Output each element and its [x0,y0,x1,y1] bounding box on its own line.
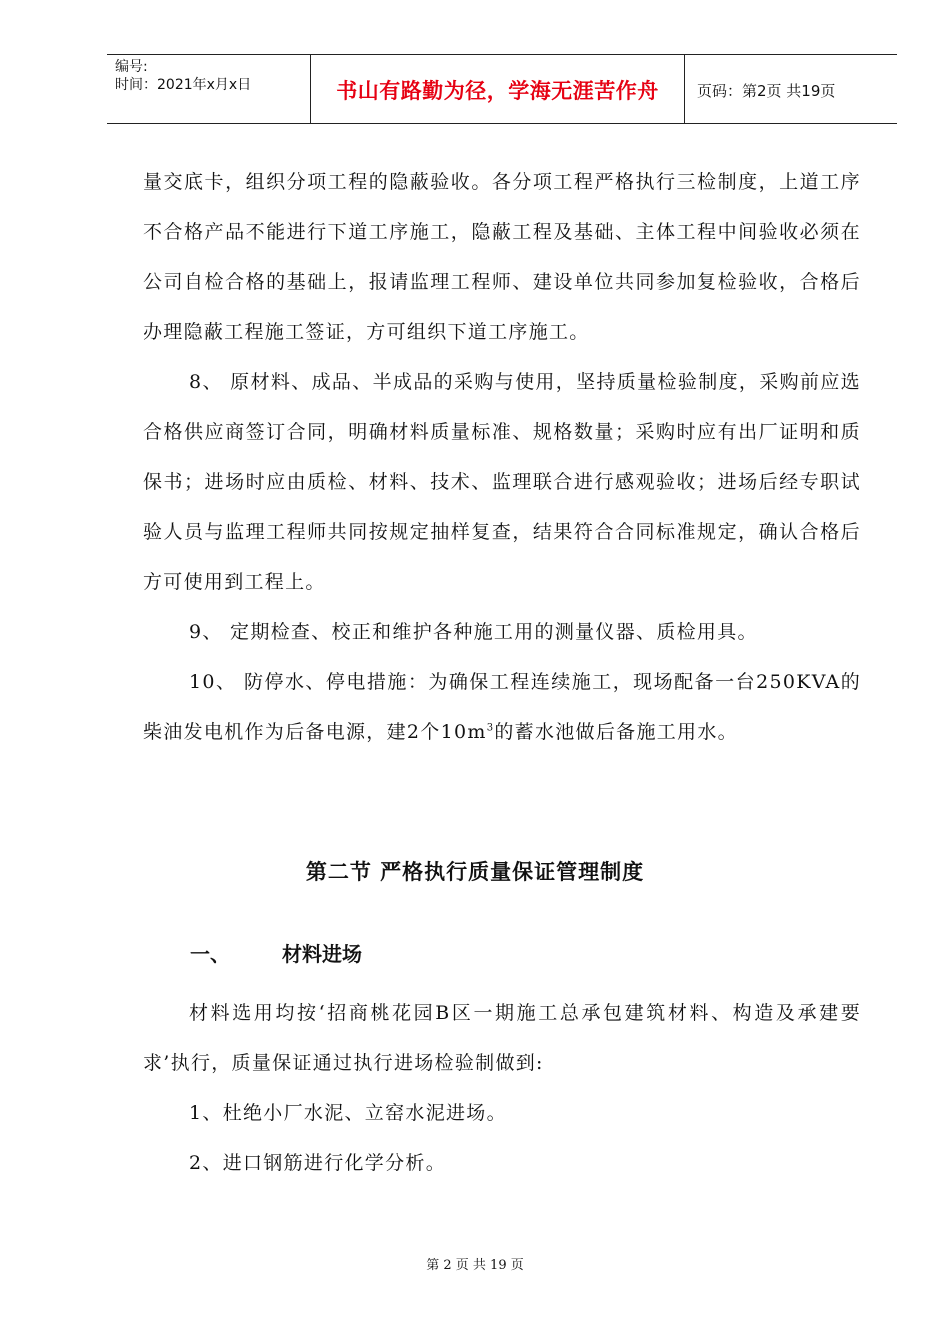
header-page-info: 页码：第2页 共19页 [697,82,836,100]
header-meta-cell [107,55,311,123]
paragraph-materials-intro: 材料选用均按‘招商桃花园B区一期施工总承包建筑材料、构造及承建要求’执行，质量保证通过执行进场检验制做到: [143,1002,861,1074]
header-page-cell [685,55,897,123]
subsection-title: 材料进场 [282,942,362,966]
paragraph-item-10 [143,657,861,757]
document-body-section-2 [143,988,861,1188]
page-footer: 第 2 页 共 19 页 [426,1258,524,1273]
paragraph-item-8: 8、 原材料、成品、半成品的采购与使用，坚持质量检验制度，采购前应选合格供应商签订合同，明确材料质量标准、规格数量；采购时应有出厂证明和质保书；进场时应由质检、材料、技术、监理联合进行感观验收；进场后经专职试验人员与监理工程师共同按规定抽样复查，结果符合合同标准规定，确认合格后方可使用到工程上。 [143,371,861,593]
header-slogan: 书山有路勤为径，学海无涯苦作舟 [336,79,659,103]
document-time-label: 时间：2021年x月x日 [115,77,252,93]
paragraph-continued: 量交底卡，组织分项工程的隐蔽验收。各分项工程严格执行三检制度，上道工序不合格产品不能进行下道工序施工，隐蔽工程及基础、主体工程中间验收必须在公司自检合格的基础上，报请监理工程师、建设单位共同参加复检验收，合格后办理隐蔽工程施工签证，方可组织下道工序施工。 [143,171,861,343]
cubic-superscript: 3 [486,722,495,734]
subsection-number: 一、 [190,942,230,966]
page-header [107,54,897,124]
paragraph-item-10-text-b: 的蓄水池做后备施工用水。 [494,721,738,743]
document-body [143,157,861,757]
paragraph-steel-rule: 2、进口钢筋进行化学分析。 [189,1152,446,1174]
subsection-heading [190,938,362,967]
document-number-label: 编号: [115,59,148,75]
section-title: 第二节 严格执行质量保证管理制度 [305,860,645,884]
header-slogan-cell [311,55,685,123]
paragraph-item-10-text-a: 10、 防停水、停电措施：为确保工程连续施工，现场配备一台250KVA的柴油发电机作为后备电源，建2个10m [143,671,861,743]
paragraph-cement-rule: 1、杜绝小厂水泥、立窑水泥进场。 [189,1102,507,1124]
paragraph-item-9: 9、 定期检查、校正和维护各种施工用的测量仪器、质检用具。 [189,621,758,643]
